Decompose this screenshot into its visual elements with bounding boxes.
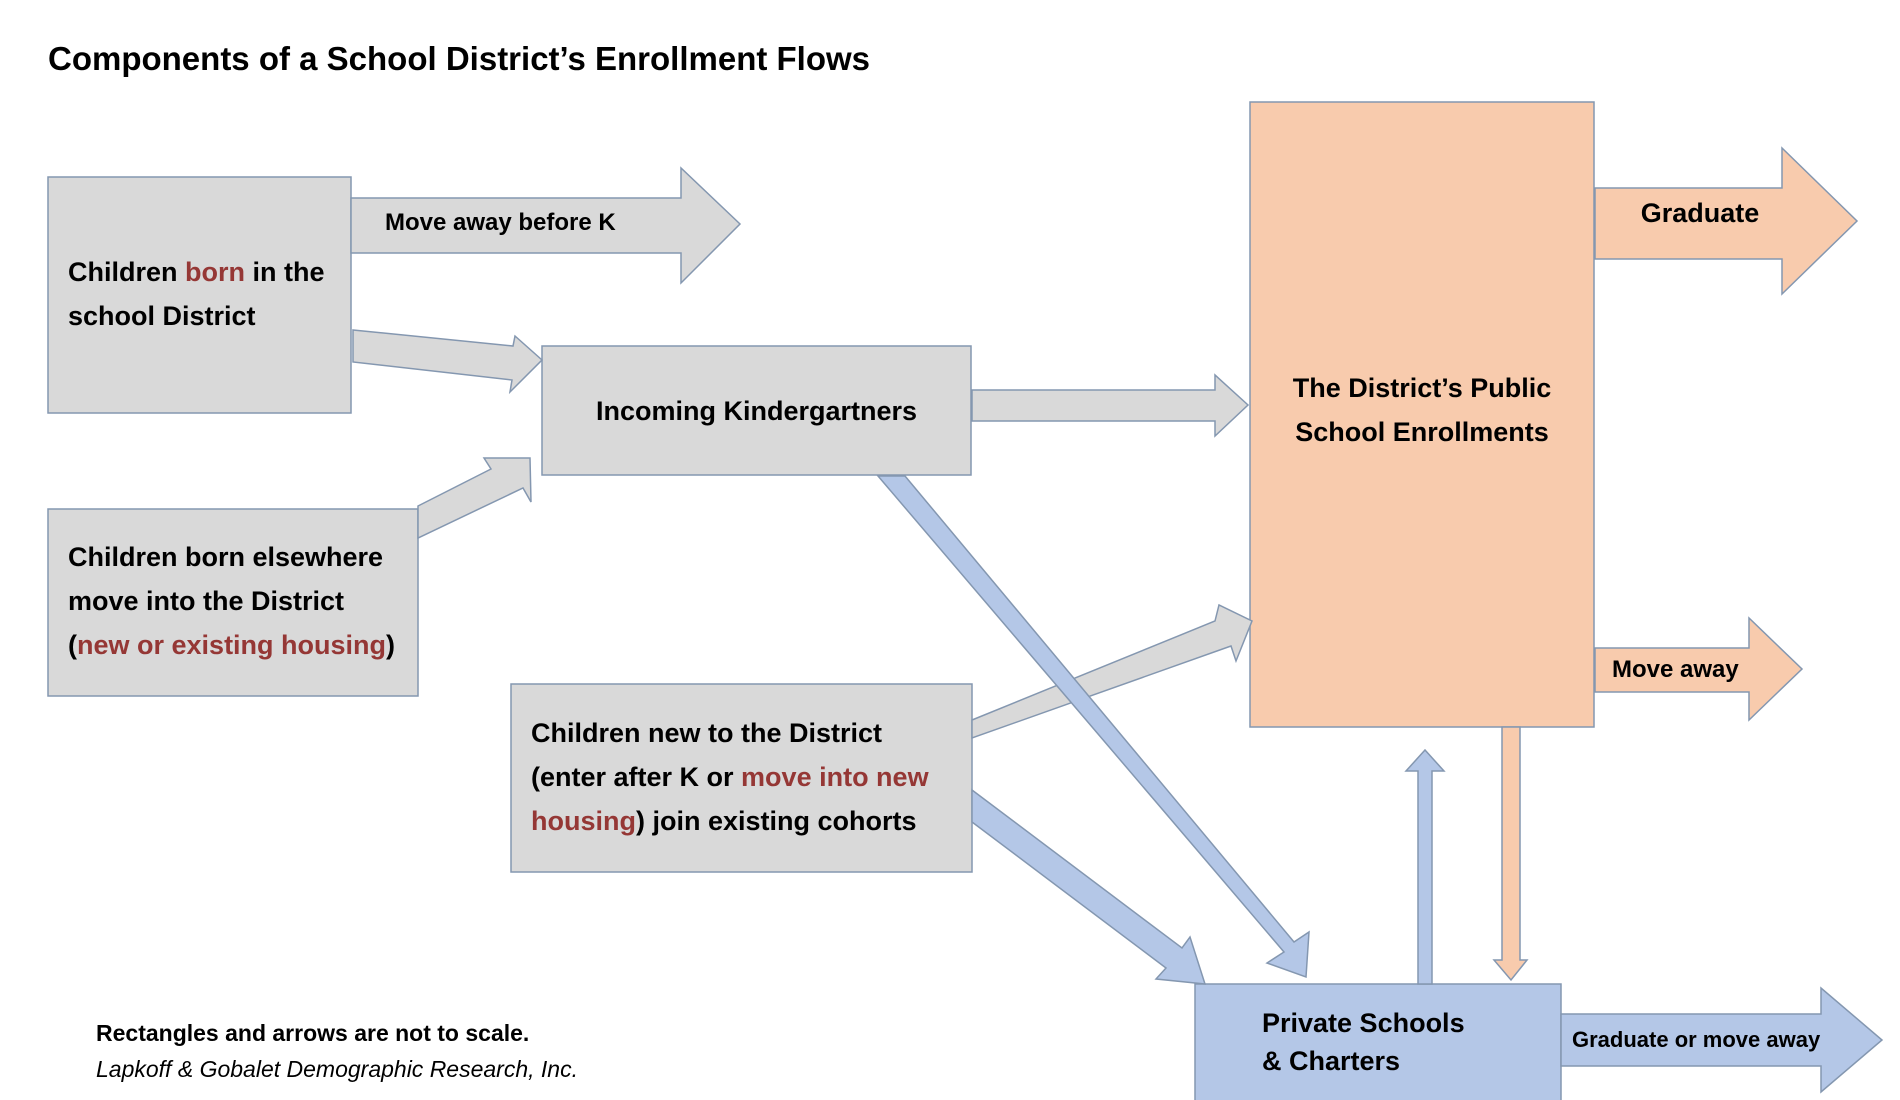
move-away-label: Move away: [1612, 656, 1739, 683]
arrow-elsewhere-to-kindergarten: [418, 458, 531, 538]
children-new-text: Children new to the District (enter after K or move into new housing) join existing cohorts: [531, 718, 929, 836]
graduate-or-move-away-label: Graduate or move away: [1572, 1027, 1821, 1052]
graduate-label: Graduate: [1640, 198, 1760, 228]
born-in-district-text: Children born in the school District: [68, 257, 325, 331]
arrow-kindergarten-to-public: [972, 375, 1248, 436]
footnote: [96, 1015, 578, 1087]
diagram-title: Components of a School District’s Enrollment Flows: [48, 40, 871, 77]
born-elsewhere-text: Children born elsewhere move into the District (new or existing housing): [68, 542, 396, 660]
move-away-before-k-label: Move away before K: [385, 209, 616, 236]
scale-note: Rectangles and arrows are not to scale.: [96, 1020, 530, 1046]
private-charters-text: Private Schools & Charters: [1262, 1008, 1465, 1076]
incoming-kindergartners-label: Incoming Kindergartners: [595, 396, 918, 426]
credit-line: Lapkoff & Gobalet Demographic Research, Inc.: [96, 1056, 578, 1082]
public-enrollments-text: The District’s Public School Enrollments: [1292, 373, 1552, 447]
arrow-public-to-private: [1494, 727, 1527, 980]
arrow-private-to-public: [1406, 750, 1444, 984]
arrow-born-to-kindergarten: [353, 330, 542, 392]
